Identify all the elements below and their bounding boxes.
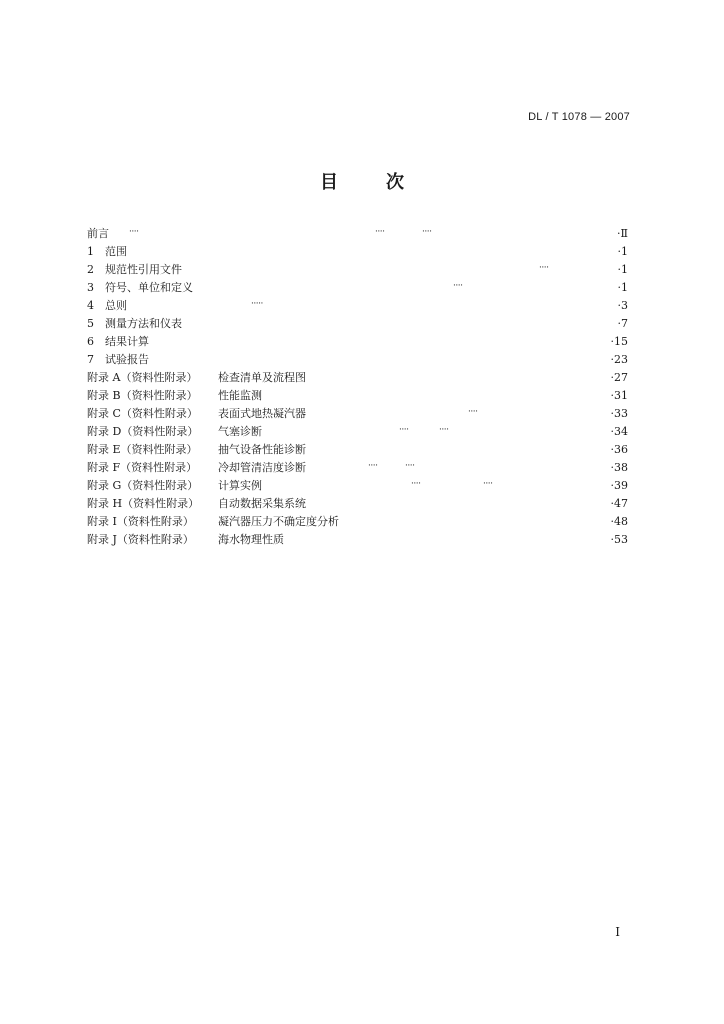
toc-entry-page: ·27 xyxy=(610,371,628,384)
toc-entry-title: 凝汽器压力不确定度分析 xyxy=(218,515,339,528)
toc-entry-page: ·34 xyxy=(610,425,628,438)
toc-entry-page: ·53 xyxy=(610,533,628,546)
toc-entry-number: 附录 C（资料性附录） xyxy=(87,407,198,420)
toc-entry-7[interactable] xyxy=(87,351,628,369)
toc-entry-title: 气塞诊断 xyxy=(218,425,262,438)
toc-entry-appendix-b[interactable] xyxy=(87,387,628,405)
toc-entry-page: ·15 xyxy=(610,335,628,348)
toc-entry-page: ·31 xyxy=(610,389,628,402)
toc-entry-appendix-g[interactable] xyxy=(87,477,628,495)
leader-dots: ···· xyxy=(453,281,463,291)
toc-entry-6[interactable] xyxy=(87,333,628,351)
page-number: I xyxy=(615,925,620,939)
toc-entry-appendix-j[interactable] xyxy=(87,531,628,549)
toc-entry-page: ·33 xyxy=(610,407,628,420)
toc-entry-title: 试验报告 xyxy=(105,353,149,366)
toc-entry-page: ·39 xyxy=(610,479,628,492)
toc-entry-page: ·1 xyxy=(617,245,628,258)
toc-list xyxy=(87,225,628,549)
toc-entry-number: 附录 E（资料性附录） xyxy=(87,443,198,456)
toc-entry-title: 自动数据采集系统 xyxy=(218,497,306,510)
toc-entry-number: 附录 A（资料性附录） xyxy=(87,371,198,384)
toc-entry-4[interactable] xyxy=(87,297,628,315)
toc-entry-number: 附录 F（资料性附录） xyxy=(87,461,198,474)
toc-entry-title: 性能监测 xyxy=(218,389,262,402)
leader-dots: ···· xyxy=(411,479,421,489)
toc-entry-number: 2 xyxy=(87,263,94,276)
leader-dots: ····· xyxy=(251,299,263,309)
leader-dots: ···· xyxy=(539,263,549,273)
toc-entry-title: 检查清单及流程图 xyxy=(218,371,306,384)
toc-entry-title: 海水物理性质 xyxy=(218,533,284,546)
toc-entry-page: ·7 xyxy=(617,317,628,330)
toc-entry-title: 规范性引用文件 xyxy=(105,263,182,276)
toc-entry-appendix-h[interactable] xyxy=(87,495,628,513)
toc-entry-3[interactable] xyxy=(87,279,628,297)
toc-entry-title: 冷却管清洁度诊断 xyxy=(218,461,306,474)
toc-entry-page: ·23 xyxy=(610,353,628,366)
document-number: DL / T 1078 — 2007 xyxy=(528,111,630,123)
leader-dots: ···· xyxy=(483,479,493,489)
toc-entry-page: ·Ⅱ xyxy=(617,227,628,240)
leader-dots: ···· xyxy=(405,461,415,471)
toc-entry-2[interactable] xyxy=(87,261,628,279)
toc-entry-appendix-i[interactable] xyxy=(87,513,628,531)
toc-entry-number: 3 xyxy=(87,281,94,294)
toc-entry-title: 前言 xyxy=(87,227,109,240)
leader-dots: ···· xyxy=(468,407,478,417)
toc-title xyxy=(0,168,724,194)
toc-entry-preface[interactable] xyxy=(87,225,628,243)
toc-title-right: 次 xyxy=(386,172,404,193)
toc-entry-number: 6 xyxy=(87,335,94,348)
leader-dots: ···· xyxy=(399,425,409,435)
toc-entry-title: 抽气设备性能诊断 xyxy=(218,443,306,456)
toc-entry-number: 附录 D（资料性附录） xyxy=(87,425,199,438)
leader-dots: ···· xyxy=(368,461,378,471)
toc-entry-page: ·3 xyxy=(617,299,628,312)
toc-entry-number: 1 xyxy=(87,245,94,258)
leader-dots: ···· xyxy=(375,227,385,237)
toc-entry-page: ·48 xyxy=(610,515,628,528)
toc-entry-page: ·36 xyxy=(610,443,628,456)
toc-entry-number: 7 xyxy=(87,353,94,366)
toc-entry-number: 附录 G（资料性附录） xyxy=(87,479,199,492)
leader-dots: ···· xyxy=(422,227,432,237)
toc-entry-number: 5 xyxy=(87,317,94,330)
toc-entry-number: 4 xyxy=(87,299,94,312)
toc-entry-appendix-e[interactable] xyxy=(87,441,628,459)
toc-entry-number: 附录 H（资料性附录） xyxy=(87,497,200,510)
leader-dots: ···· xyxy=(439,425,449,435)
toc-entry-number: 附录 J（资料性附录） xyxy=(87,533,194,546)
toc-entry-title: 表面式地热凝汽器 xyxy=(218,407,306,420)
toc-entry-page: ·1 xyxy=(617,281,628,294)
leader-dots: ···· xyxy=(129,227,139,237)
toc-entry-page: ·38 xyxy=(610,461,628,474)
toc-entry-appendix-d[interactable] xyxy=(87,423,628,441)
toc-entry-number: 附录 B（资料性附录） xyxy=(87,389,198,402)
toc-entry-5[interactable] xyxy=(87,315,628,333)
toc-entry-title: 总则 xyxy=(105,299,127,312)
toc-entry-title: 计算实例 xyxy=(218,479,262,492)
toc-title-left: 目 xyxy=(320,172,338,193)
toc-entry-title: 测量方法和仪表 xyxy=(105,317,182,330)
toc-entry-appendix-c[interactable] xyxy=(87,405,628,423)
toc-entry-appendix-f[interactable] xyxy=(87,459,628,477)
toc-entry-title: 结果计算 xyxy=(105,335,149,348)
toc-entry-appendix-a[interactable] xyxy=(87,369,628,387)
toc-entry-title: 范围 xyxy=(105,245,127,258)
toc-entry-number: 附录 I（资料性附录） xyxy=(87,515,194,528)
toc-entry-page: ·1 xyxy=(617,263,628,276)
toc-entry-title: 符号、单位和定义 xyxy=(105,281,193,294)
toc-entry-page: ·47 xyxy=(610,497,628,510)
